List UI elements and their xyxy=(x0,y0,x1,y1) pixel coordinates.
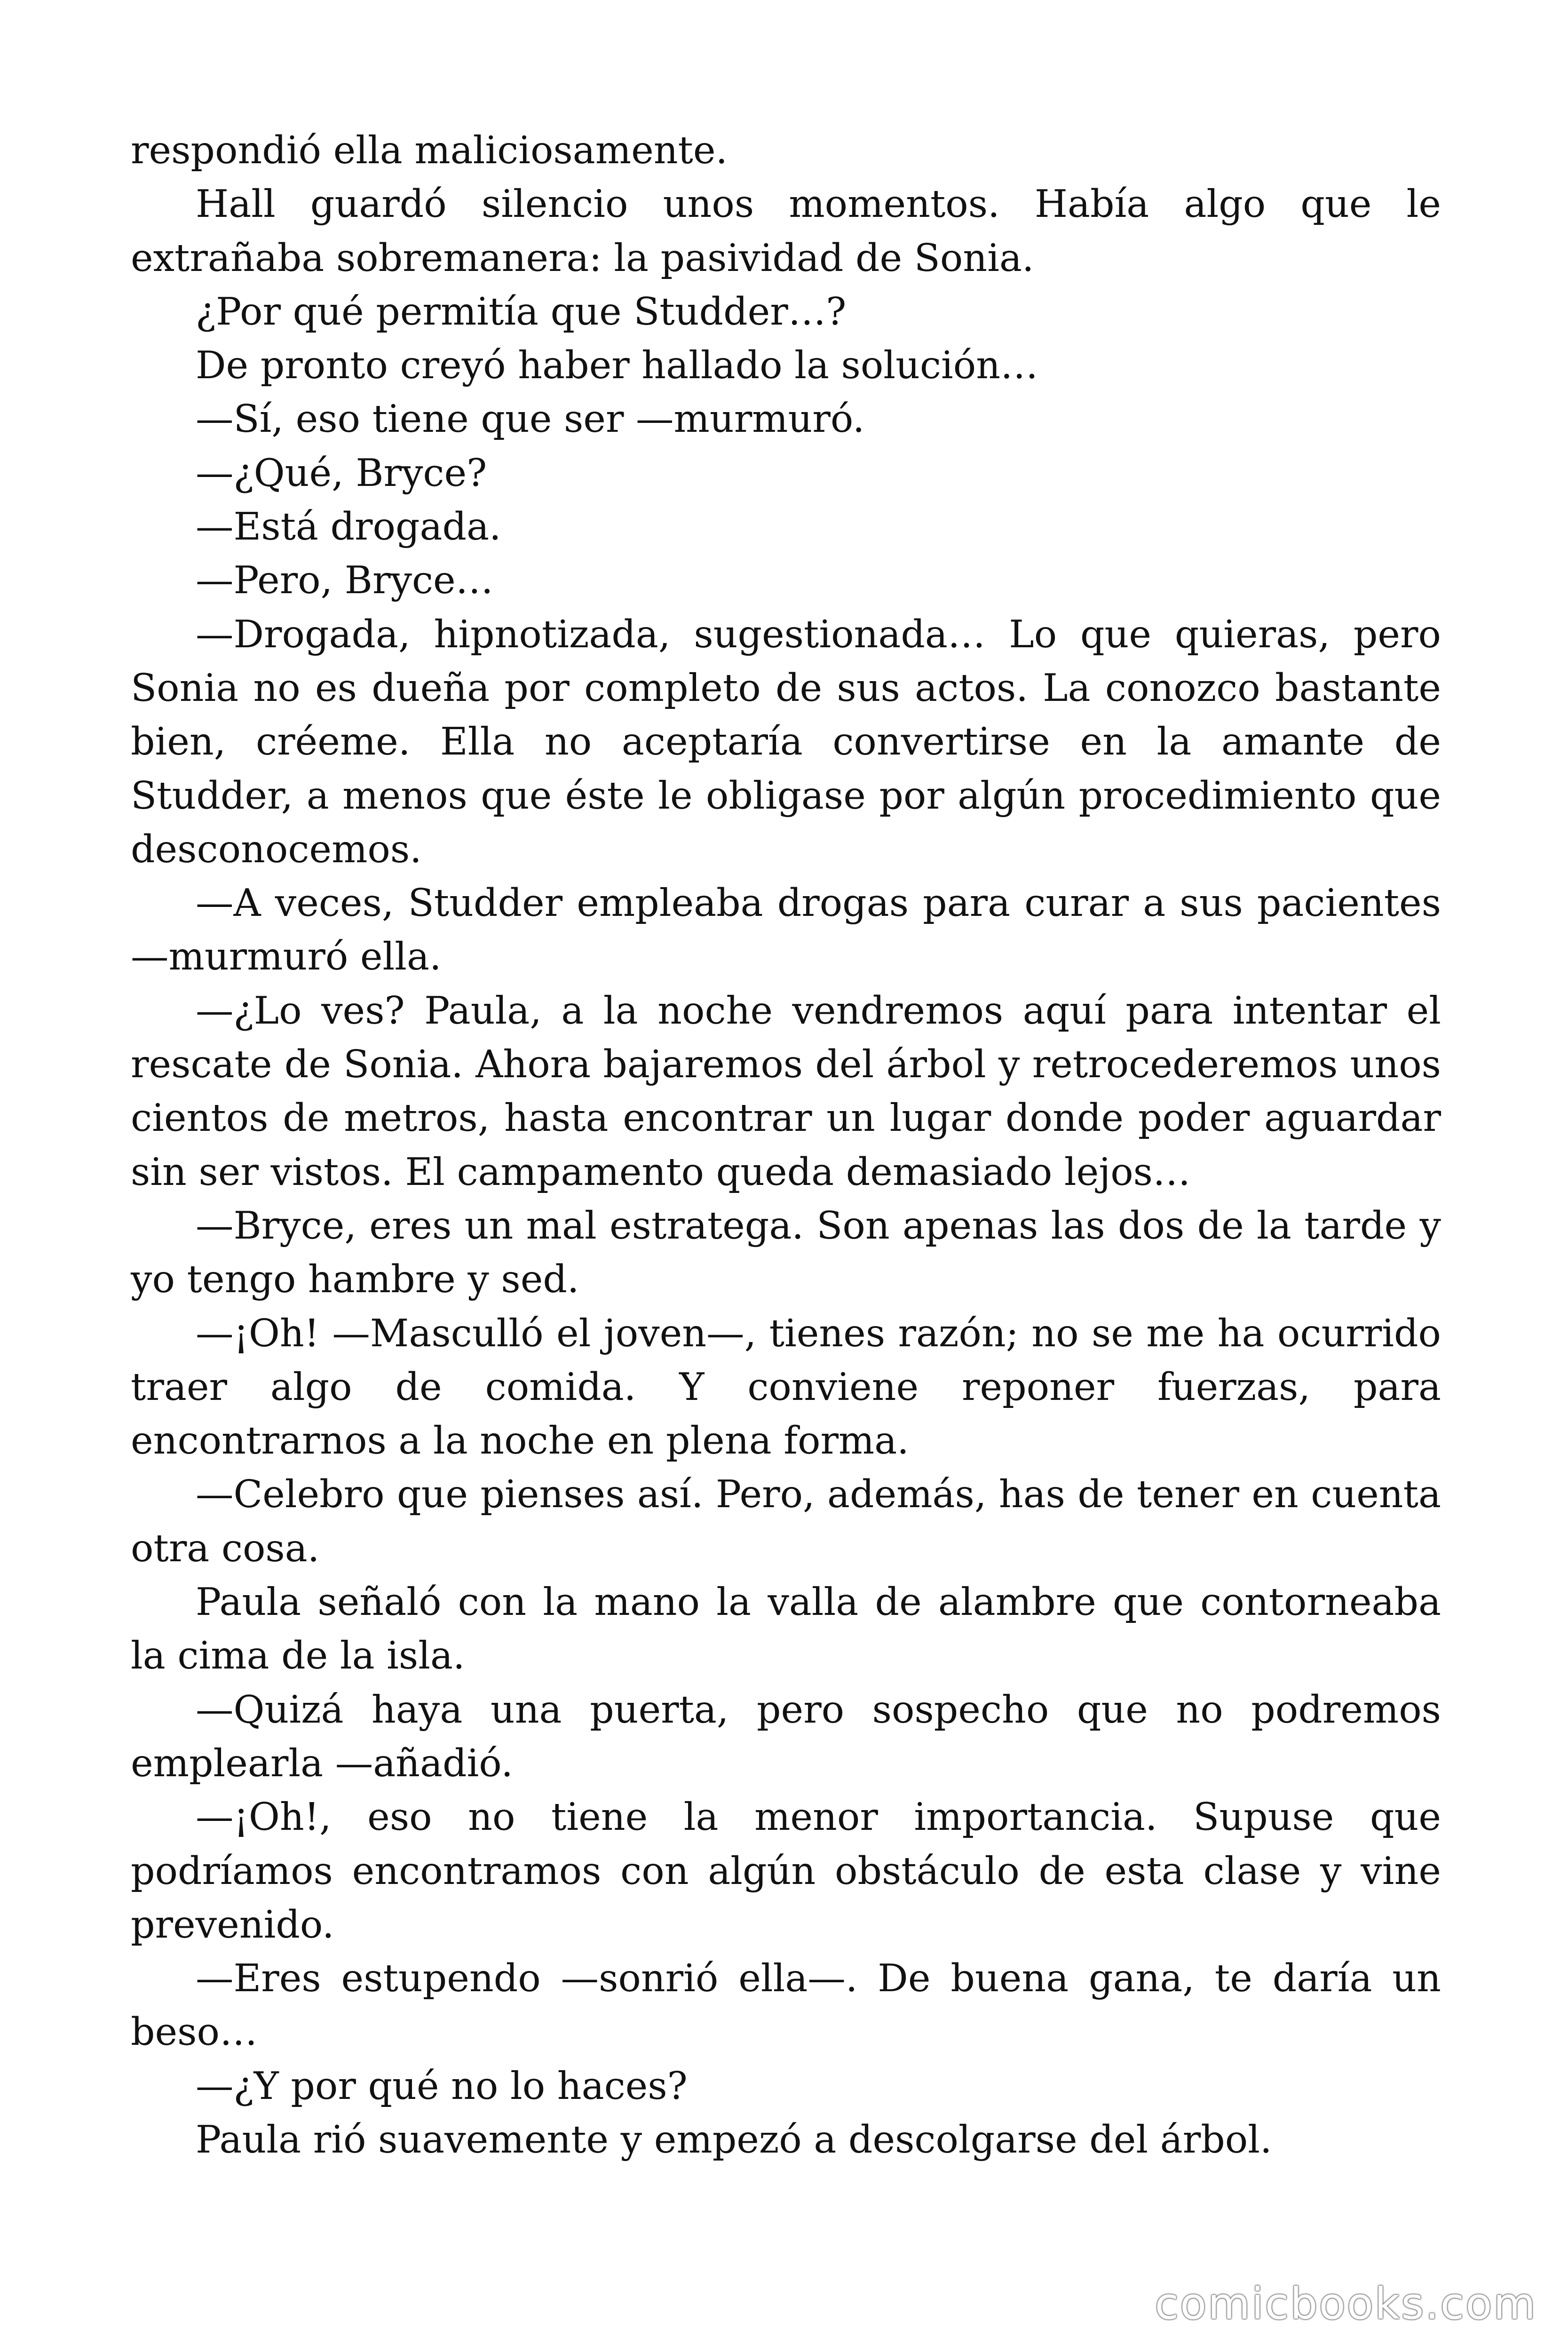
paragraph: —¡Oh! —Masculló el joven—, tienes razón; no se me ha ocurrido traer algo de comida. Y conviene reponer fuerzas, para encontrarnos a la noche en plena forma. xyxy=(131,1311,1441,1463)
paragraph: Paula rió suavemente y empezó a descolgarse del árbol. xyxy=(196,2117,1272,2161)
paragraph: Paula señaló con la mano la valla de alambre que contorneaba la cima de la isla. xyxy=(131,1580,1441,1678)
paragraph: —A veces, Studder empleaba drogas para curar a sus pacientes —murmuró ella. xyxy=(131,881,1441,979)
paragraph: Hall guardó silencio unos momentos. Había algo que le extrañaba sobremanera: la pasividad de Sonia. xyxy=(131,182,1441,280)
paragraph: —Bryce, eres un mal estratega. Son apenas las dos de la tarde y yo tengo hambre y sed. xyxy=(131,1203,1441,1302)
paragraph: —¿Qué, Bryce? xyxy=(196,450,487,495)
paragraph: —¿Y por qué no lo haces? xyxy=(196,2063,688,2108)
paragraph: —¿Lo ves? Paula, a la noche vendremos aquí para intentar el rescate de Sonia. Ahora bajaremos del árbol y retrocederemos unos cientos de metros, hasta encontrar un lugar donde poder aguardar sin ser vistos. El campamento queda demasiado lejos… xyxy=(131,988,1441,1194)
paragraph: —Celebro que pienses así. Pero, además, has de tener en cuenta otra cosa. xyxy=(131,1472,1441,1570)
paragraph: —Pero, Bryce… xyxy=(196,558,494,603)
paragraph: —Sí, eso tiene que ser —murmuró. xyxy=(196,397,865,441)
paragraph: —Quizá haya una puerta, pero sospecho que no podremos emplearla —añadió. xyxy=(131,1687,1441,1785)
paragraph: ¿Por qué permitía que Studder…? xyxy=(196,289,847,334)
watermark: comicbooks.com xyxy=(1155,2279,1537,2329)
paragraph: —¡Oh!, eso no tiene la menor importancia. Supuse que podríamos encontramos con algún obstáculo de esta clase y vine prevenido. xyxy=(131,1795,1441,1947)
paragraph: —Está drogada. xyxy=(196,504,501,549)
paragraph: respondió ella maliciosamente. xyxy=(131,128,728,172)
paragraph: —Eres estupendo —sonrió ella—. De buena gana, te daría un beso… xyxy=(131,1956,1441,2054)
paragraph: —Drogada, hipnotizada, sugestionada… Lo que quieras, pero Sonia no es dueña por completo de sus actos. La conozco bastante bien, créeme. Ella no aceptaría convertirse en la amante de Studder, a menos que éste le obligase por algún procedimiento que desconocemos. xyxy=(131,612,1441,871)
paragraph: De pronto creyó haber hallado la solución… xyxy=(196,343,1038,388)
page-body xyxy=(131,123,1441,2166)
